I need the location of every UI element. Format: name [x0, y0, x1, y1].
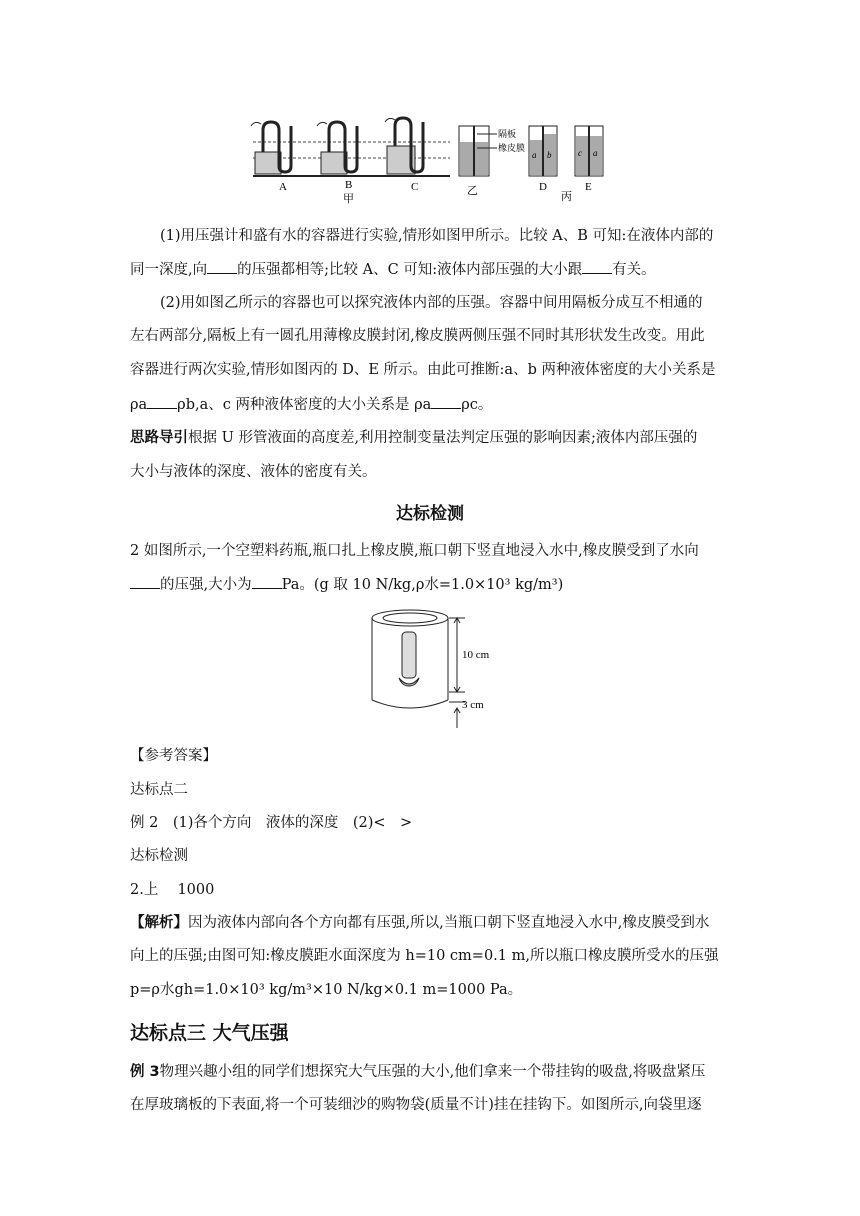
question-2-line-3: 容器进行两次实验,情形如图丙的 D、E 所示。由此可推断:a、b 两种液体密度的大小关系是: [130, 362, 716, 378]
question-3-line-2: [130, 574, 730, 595]
guide-label: 思路导引: [130, 430, 188, 446]
text: Pa。(g 取 10 N/kg,ρ水=1.0×10³ kg/m³): [281, 577, 564, 593]
label-e-a: a: [593, 148, 598, 158]
gauge-a: [251, 122, 291, 174]
answers-header: 【参考答案】: [130, 748, 217, 764]
answer-blank[interactable]: [582, 259, 612, 274]
section-heading-check: 达标检测: [396, 504, 464, 524]
answers-point: 达标点二: [130, 782, 188, 798]
dimension-3cm: 3 cm: [462, 699, 484, 711]
dimension-10cm: 10 cm: [462, 649, 490, 661]
gauge-b: [317, 122, 357, 174]
text: 的压强都相等;比较 A、C 可知:液体内部压强的大小跟: [237, 262, 583, 278]
analysis-line-1: [130, 913, 730, 933]
label-d: D: [539, 181, 547, 193]
question-2-line-2: 左右两部分,隔板上有一圆孔用薄橡皮膜封闭,橡皮膜两侧压强不同时其形状发生改变。用此: [130, 328, 705, 344]
label-yi: 乙: [467, 184, 478, 197]
question-3-line-1: 2 如图所示,一个空塑料药瓶,瓶口扎上橡皮膜,瓶口朝下竖直地浸入水中,橡皮膜受到了水向: [130, 543, 699, 559]
container-yi: [459, 126, 497, 176]
text: 的压强,大小为: [160, 577, 252, 593]
label-a: A: [279, 181, 287, 193]
label-d-a: a: [532, 150, 537, 160]
text: 物理兴趣小组的同学们想探究大气压强的大小,他们拿来一个带挂钩的吸盘,将吸盘紧压: [159, 1064, 706, 1080]
text: 根据 U 形管液面的高度差,利用控制变量法判定压强的影响因素;液体内部压强的: [188, 430, 698, 446]
example-3-line-2: 在厚玻璃板的下表面,将一个可装细沙的购物袋(质量不计)挂在挂钩下。如图所示,向袋里逐: [130, 1097, 702, 1113]
answer-blank[interactable]: [431, 394, 461, 409]
analysis-label: 【解析】: [130, 915, 188, 931]
text: 有关。: [612, 262, 656, 278]
label-b: B: [345, 179, 353, 191]
answers-check: 达标检测: [130, 848, 188, 864]
label-membrane: 橡皮膜: [498, 144, 526, 154]
answers-example-2: 例 2 (1)各个方向 液体的深度 (2)< >: [130, 815, 413, 831]
text: 因为液体内部向各个方向都有压强,所以,当瓶口朝下竖直地浸入水中,橡皮膜受到水: [188, 915, 710, 931]
analysis-line-2: 向上的压强;由图可知:橡皮膜距水面深度为 h=10 cm=0.1 m,所以瓶口橡皮膜所受水的压强: [130, 948, 719, 964]
text: ρc。: [461, 397, 493, 413]
question-2-line-1: (2)用如图乙所示的容器也可以探究液体内部的压强。容器中间用隔板分成互不相通的: [160, 295, 703, 311]
answer-blank[interactable]: [147, 394, 177, 409]
label-jia: 甲: [343, 192, 354, 204]
text: ρb,a、c 两种液体密度的大小关系是 ρa: [177, 397, 432, 413]
answer-blank[interactable]: [130, 574, 160, 589]
label-e-c: c: [578, 148, 582, 158]
text: 同一深度,向: [130, 262, 208, 278]
example-3-label: 例 3: [130, 1064, 160, 1080]
question-1-line-2: [130, 259, 730, 280]
gauge-c: [385, 118, 423, 174]
answer-blank[interactable]: [207, 259, 237, 274]
text: ρa: [130, 397, 148, 413]
label-c: C: [411, 181, 419, 193]
answers-q2: 2.上 1000: [130, 882, 215, 898]
question-1-line-1: (1)用压强计和盛有水的容器进行实验,情形如图甲所示。比较 A、B 可知:在液体内部的: [160, 228, 714, 244]
label-e: E: [585, 181, 592, 193]
guide-line-2: 大小与液体的深度、液体的密度有关。: [130, 464, 377, 480]
guide-line-1: [130, 428, 730, 448]
example-3-line-1: [130, 1062, 730, 1082]
label-partition: 隔板: [498, 130, 517, 140]
bottle-in-water-figure: [365, 604, 495, 732]
answer-blank[interactable]: [252, 574, 282, 589]
analysis-line-3: p=ρ水gh=1.0×10³ kg/m³×10 N/kg×0.1 m=1000 Pa。: [130, 982, 523, 998]
question-2-line-4: [130, 394, 730, 415]
pressure-experiment-figure: [245, 112, 615, 204]
label-bing: 丙: [561, 190, 572, 203]
section-3-heading: 达标点三 大气压强: [130, 1022, 289, 1044]
label-d-b: b: [547, 150, 552, 160]
